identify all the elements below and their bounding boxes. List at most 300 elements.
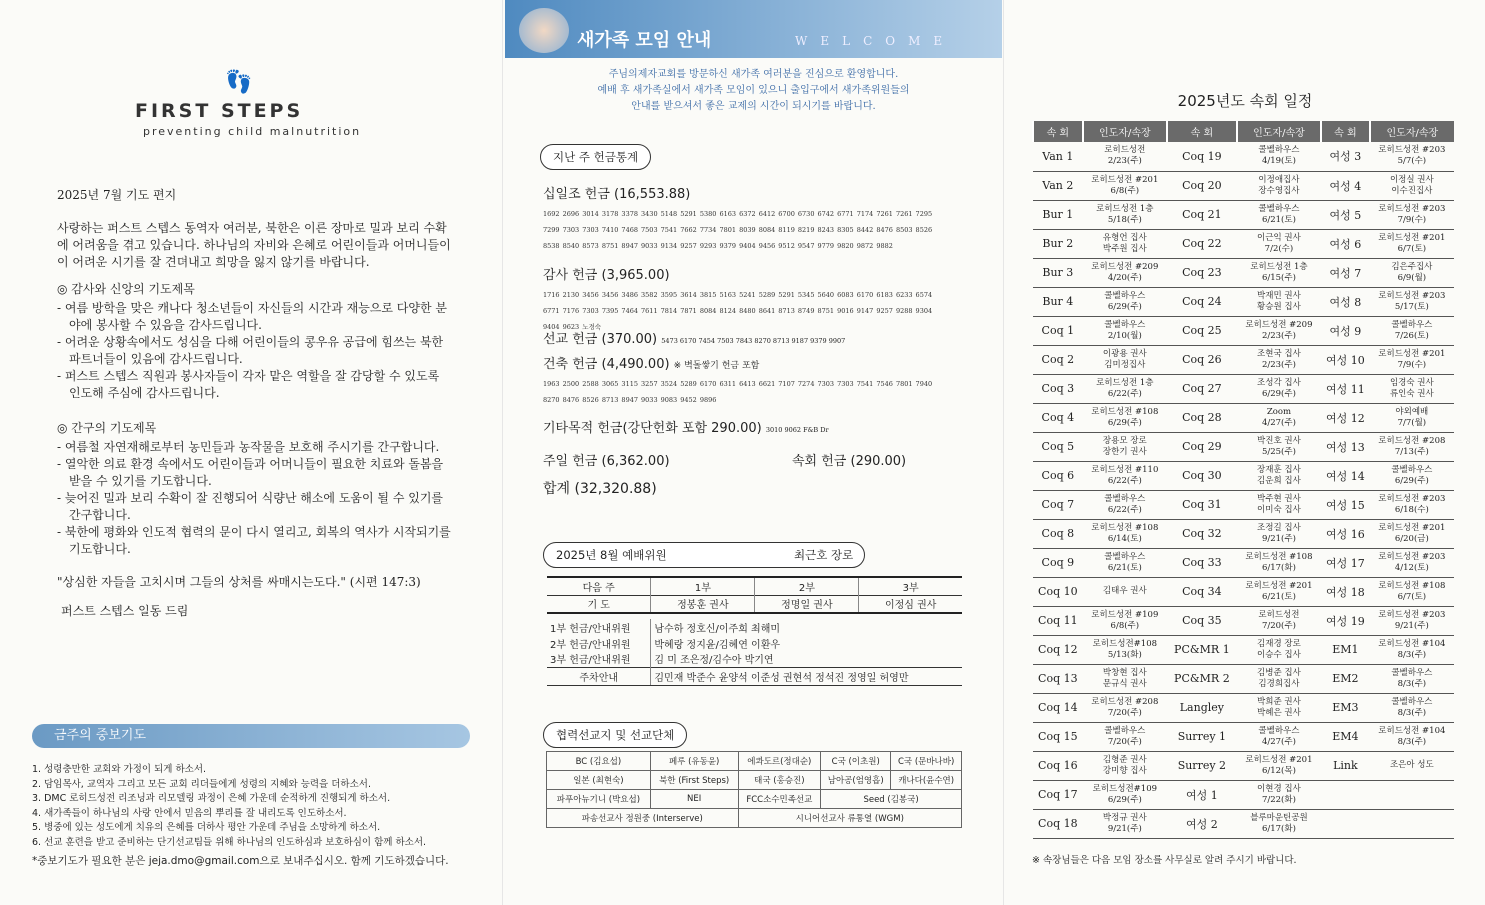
cell-group-name: 여성 7 (1321, 258, 1370, 287)
leader-line: 로히드성전 #201 (1378, 522, 1446, 533)
leader-line: 박주현 권사 (1257, 493, 1301, 504)
cell-group-name (1321, 809, 1370, 838)
table-cell: 이정심 권사 (859, 595, 962, 613)
cell-group-name: Coq 24 (1167, 287, 1237, 316)
leader-cell (1237, 751, 1321, 780)
cell-group-name: Surrey 2 (1167, 751, 1237, 780)
leader-line: 이승수 집사 (1257, 649, 1301, 660)
leader-line: 콜벨하우스 (1104, 551, 1146, 562)
list-item: - 어려운 상황속에서도 성심을 다해 어린이들의 콩우유 공급에 힘쓰는 북한 파트너들이 있음에 감사드립니다. (57, 335, 444, 366)
leader-line: 박재민 권사 (1257, 290, 1301, 301)
cell-group-name: EM3 (1321, 693, 1370, 722)
building-label: 건축 헌금 (4,490.00) (543, 357, 670, 372)
cell-group-name: Langley (1167, 693, 1237, 722)
letter-intro: 사랑하는 퍼스트 스텝스 동역자 여러분, 북한은 이른 장마로 밀과 보리 수확에 어려움을 겪고 있습니다. 하나님의 자비와 은혜로 어린이들과 어머니들이 이 어려운 시기를 잘 견뎌내고 희망을 잃지 않기를 바랍니다. (57, 221, 451, 269)
leader-line: 5/17(토) (1394, 301, 1429, 312)
cell-group-name: Coq 27 (1167, 374, 1237, 403)
cell-group-name: Coq 1 (1033, 316, 1083, 345)
cell-group-name: 여성 3 (1321, 142, 1370, 171)
table-row (1033, 751, 1454, 780)
leader-line: 7/26(토) (1394, 330, 1429, 341)
leader-line: 6/22(주) (1107, 475, 1142, 486)
leader-cell (1370, 403, 1454, 432)
cell-group-name: Coq 7 (1033, 490, 1083, 519)
table-cell: 파송선교사 정원중 (Interserve) (547, 809, 739, 828)
leader-cell (1237, 664, 1321, 693)
leader-line: 로히드성전 #108 (1378, 580, 1446, 591)
leader-cell (1237, 461, 1321, 490)
leader-cell (1370, 432, 1454, 461)
missions-table (546, 751, 962, 828)
leader-cell (1237, 374, 1321, 403)
logo-subtitle: preventing child malnutrition (143, 125, 362, 138)
leader-cell (1083, 809, 1167, 838)
table-row (1033, 548, 1454, 577)
leader-cell (1237, 519, 1321, 548)
leader-line: 7/20(주) (1107, 707, 1142, 718)
leader-line: 강미향 집사 (1102, 765, 1147, 776)
list-item: - 여름철 자연재해로부터 농민들과 농작물을 보호해 주시기를 간구합니다. (57, 440, 440, 454)
table-row (1033, 171, 1454, 200)
cell-group-name: 여성 4 (1321, 171, 1370, 200)
leader-line: 로히드성전 #104 (1378, 725, 1446, 736)
leader-line: 박진호 권사 (1257, 435, 1301, 446)
table-row (1033, 258, 1454, 287)
leader-line: 로히드성전 (1104, 145, 1146, 156)
leader-cell (1370, 374, 1454, 403)
intercession-note: *중보기도가 필요한 분은 jeja.dmo@gmail.com으로 보내주십시오. 함께 기도하겠습니다. (32, 855, 449, 867)
cell-group-name: Coq 14 (1033, 693, 1083, 722)
header-welcome: WELCOME (795, 34, 956, 48)
cell-group-name: 여성 5 (1321, 200, 1370, 229)
table-row (1033, 664, 1454, 693)
worship-leader: 최근호 장로 (794, 548, 854, 562)
cell-group-name: Bur 3 (1033, 258, 1083, 287)
leader-cell (1370, 171, 1454, 200)
thanks-numbers: 1716 2130 3456 3456 3486 3582 3595 3614 3815 5163 5241 5289 5291 5345 5640 6083 6170 6183 6233 6574 6771 7176 7303 7395 7464 7611 7814 7871 8084 8124 8480 8641 8713 8749 8751 9016 9147 9257 9288 9304 9404 9623 노경숙 (543, 291, 933, 331)
leader-line: 김은주집사 (1391, 261, 1433, 272)
cell-group-name: Coq 34 (1167, 577, 1237, 606)
leader-line: 이미숙 집사 (1257, 504, 1301, 515)
letter-title: 2025년 7월 기도 편지 (57, 188, 177, 202)
leader-line: 콜벨하우스 (1391, 464, 1433, 475)
table-cell: 남아공(엄영흡) (821, 771, 891, 790)
leader-line: 콜벨하우스 (1258, 725, 1300, 736)
leader-line: 박창현 집사 (1102, 667, 1147, 678)
hands-heart-icon (519, 8, 569, 53)
welcome-message (505, 67, 1002, 115)
leader-line: 김형준 권사 (1102, 754, 1147, 765)
leader-line: 7/7(월) (1397, 417, 1427, 428)
leader-cell (1237, 287, 1321, 316)
leader-line: 2/23(주) (1261, 359, 1296, 370)
cell-group-name: 여성 11 (1321, 374, 1370, 403)
leader-line: 류인숙 권사 (1389, 388, 1434, 399)
leader-line: 로히드성전 #201 (1091, 174, 1159, 185)
leader-cell (1237, 142, 1321, 171)
leader-cell (1237, 200, 1321, 229)
leader-cell (1083, 519, 1167, 548)
leader-line: 9/21(주) (1107, 823, 1142, 834)
table-header: 인도자/속장 (1083, 121, 1167, 142)
leader-cell (1370, 200, 1454, 229)
bible-verse: "상심한 자들을 고치시며 그들의 상처를 싸매시는도다." (시편 147:3) (57, 575, 421, 589)
leader-line: 8/3(주) (1397, 649, 1427, 660)
tithe-numbers: 1692 2696 3014 3178 3378 3430 5148 5291 5380 6163 6372 6412 6700 6730 6742 6771 7174 7261 7261 7295 7299 7303 7303 7410 7468 7503 7541 7662 7734 7801 8039 8084 8119 8219 8243 8305 8442 8476 8503 8526 8538 8540 8573 8751 8947 9033 9134 9257 9293 9379 9404 9456 9512 9547 9779 9820 9872 9882 (543, 210, 933, 250)
leader-line: 5/7(수) (1397, 156, 1427, 167)
leader-cell (1370, 693, 1454, 722)
cell-group-name (1321, 780, 1370, 809)
table-cell: 1부 헌금/안내위원 (550, 623, 631, 635)
leader-line: 6/15(주) (1261, 272, 1296, 283)
table-cell: 2부 (755, 577, 859, 595)
cell-group-name: Coq 26 (1167, 345, 1237, 374)
leader-cell (1083, 722, 1167, 751)
leader-line: 7/20(주) (1107, 736, 1142, 747)
leader-cell (1370, 490, 1454, 519)
leader-line: 5/25(주) (1261, 446, 1296, 457)
table-cell: 에콰도르(정대순) (738, 752, 821, 771)
prayer-letter (57, 187, 452, 630)
table-row (1033, 606, 1454, 635)
cell-group-name: Van 2 (1033, 171, 1083, 200)
cell-group-name: Coq 2 (1033, 345, 1083, 374)
leader-cell (1370, 345, 1454, 374)
leader-line: 6/21(토) (1261, 591, 1296, 602)
other-numbers: 3010 9062 F&B Dr (765, 426, 829, 434)
table-cell: C국 (문바나바) (891, 752, 962, 771)
leader-line: 로히드성전 #108 (1091, 522, 1159, 533)
offering-title: 지난 주 헌금통계 (540, 144, 651, 170)
leader-line: 4/20(주) (1107, 272, 1142, 283)
leader-line: 6/8(주) (1110, 185, 1140, 196)
leader-cell (1370, 316, 1454, 345)
table-cell: 3부 헌금/안내위원 (550, 655, 631, 667)
leader-cell (1237, 316, 1321, 345)
cell-group-name: PC&MR 1 (1167, 635, 1237, 664)
worship-table (547, 576, 962, 686)
sunday-total: 주일 헌금 (6,362.00) (543, 454, 670, 469)
intercession-list (32, 763, 452, 869)
cell-group-name: EM2 (1321, 664, 1370, 693)
tithe-total: 십일조 헌금 (16,553.88) (543, 187, 691, 202)
table-row (1033, 490, 1454, 519)
welcome-line: 주님의제자교회를 방문하신 새가족 여러분을 진심으로 환영합니다. (608, 69, 899, 80)
cell-group-name: 여성 19 (1321, 606, 1370, 635)
leader-line: 문규식 권사 (1102, 678, 1147, 689)
leader-cell (1237, 722, 1321, 751)
leader-cell (1370, 229, 1454, 258)
leader-line: 로히드성전 #108 (1245, 551, 1313, 562)
table-row (1033, 809, 1454, 838)
leader-cell (1370, 142, 1454, 171)
leader-line: 로히드성전 #209 (1091, 261, 1159, 272)
leader-line: 6/21(토) (1107, 562, 1142, 573)
first-steps-logo (135, 70, 385, 140)
cell-group-name: 여성 17 (1321, 548, 1370, 577)
cell-group-name: 여성 6 (1321, 229, 1370, 258)
leader-line: 6/20(금) (1394, 533, 1429, 544)
leader-line: 콜벨하우스 (1104, 493, 1146, 504)
table-header: 인도자/속장 (1370, 121, 1454, 142)
leader-line: 조성각 집사 (1257, 377, 1301, 388)
table-header: 속 회 (1033, 121, 1083, 142)
table-cell: FCC소수민족선교 (738, 790, 821, 809)
cell-group-name: Coq 28 (1167, 403, 1237, 432)
cell-group-name: Coq 3 (1033, 374, 1083, 403)
other-total (543, 417, 829, 436)
list-item: 3. DMC 로히드성전 리조닝과 리모델링 과정이 은혜 가운데 순적하게 진행되게 하소서. (32, 793, 391, 804)
leader-line: 5/13(화) (1107, 649, 1142, 660)
leader-cell (1237, 229, 1321, 258)
leader-line: 박희준 권사 (1257, 696, 1301, 707)
leader-line: 박주원 집사 (1102, 243, 1147, 254)
cell-group-name: 여성 14 (1321, 461, 1370, 490)
logo-title: FIRST STEPS (135, 100, 304, 122)
cell-group-name: Coq 22 (1167, 229, 1237, 258)
leader-line: 콜벨하우스 (1258, 203, 1300, 214)
other-label: 기타목적 헌금(강단헌화 포함 290.00) (543, 421, 762, 436)
table-cell: 2부 헌금/안내위원 (550, 639, 631, 651)
cell-group-name: Surrey 1 (1167, 722, 1237, 751)
table-cell: 북한 (First Steps) (650, 771, 738, 790)
mission-numbers: 5473 6170 7454 7503 7843 8270 8713 9187 9379 9907 (661, 337, 846, 345)
leader-cell (1370, 519, 1454, 548)
leader-line: 8/3(주) (1397, 707, 1427, 718)
leader-line: 로히드성전 #209 (1245, 319, 1313, 330)
cell-group-name: Coq 29 (1167, 432, 1237, 461)
cell-group-name: Coq 23 (1167, 258, 1237, 287)
table-header: 속 회 (1321, 121, 1370, 142)
leader-cell (1083, 606, 1167, 635)
table-cell: 정명일 권사 (755, 595, 859, 613)
table-header: 속 회 (1167, 121, 1237, 142)
building-numbers: 1963 2500 2588 3065 3115 3257 3524 5289 6170 6311 6413 6621 7107 7274 7303 7303 7541 7546 7801 7940 8270 8476 8526 8713 8947 9033 9083 9452 9896 (543, 380, 933, 404)
list-item: - 퍼스트 스텝스 직원과 봉사자들이 각자 맡은 역할을 잘 감당할 수 있도록 인도해 주심에 감사드립니다. (57, 369, 440, 400)
cell-group-name: EM1 (1321, 635, 1370, 664)
leader-line: 2/23(주) (1107, 156, 1142, 167)
leader-cell (1237, 432, 1321, 461)
leader-line: 로히드성전 1층 (1096, 203, 1154, 214)
grand-total: 합계 (32,320.88) (543, 481, 657, 497)
leader-line: 조정길 집사 (1257, 522, 1301, 533)
leader-line: 4/19(토) (1261, 156, 1296, 167)
leader-line: 김경희집사 (1258, 678, 1300, 689)
leader-line: 조은아 성도 (1389, 760, 1434, 770)
building-total (543, 353, 759, 372)
table-row (1033, 577, 1454, 606)
cell-group-name: Coq 17 (1033, 780, 1083, 809)
mission-label: 선교 헌금 (370.00) (543, 332, 658, 347)
leader-line: 로히드성전 #201 (1245, 580, 1313, 591)
leader-line: 블루마운틴공원 (1250, 812, 1308, 823)
table-cell: 남수하 정호신/이주희 최해미 (651, 619, 962, 635)
cell-group-name: 여성 12 (1321, 403, 1370, 432)
leader-line: 6/18(수) (1394, 504, 1429, 515)
table-cell: 태국 (홍승진) (738, 771, 821, 790)
cell-group-name: Coq 20 (1167, 171, 1237, 200)
leader-line: 6/22(주) (1107, 504, 1142, 515)
intercession-banner: 금주의 중보기도 (32, 724, 470, 748)
leader-cell (1370, 287, 1454, 316)
leader-cell (1370, 751, 1454, 780)
leader-line: 6/21(토) (1261, 214, 1296, 225)
list-item: 1. 성령충만한 교회와 가정이 되게 하소서. (32, 764, 207, 775)
cell-group-name: Coq 16 (1033, 751, 1083, 780)
leader-cell (1083, 751, 1167, 780)
leader-cell (1237, 171, 1321, 200)
leader-line: 4/12(토) (1394, 562, 1429, 573)
leader-line: 5/18(주) (1107, 214, 1142, 225)
cell-group-name: 여성 10 (1321, 345, 1370, 374)
leader-line: 로히드성전 #201 (1378, 232, 1446, 243)
cell-group-name: Coq 13 (1033, 664, 1083, 693)
table-row (1033, 403, 1454, 432)
leader-cell (1237, 693, 1321, 722)
table-row (1033, 432, 1454, 461)
table-cell: 일본 (최현숙) (547, 771, 651, 790)
leader-line: 로히드성전 #203 (1378, 290, 1446, 301)
cell-group-name: Link (1321, 751, 1370, 780)
leader-line: 박정규 권사 (1102, 812, 1147, 823)
leader-cell (1370, 606, 1454, 635)
table-cell: 주차안내 (547, 667, 651, 685)
table-cell: 김 미 조은정/김수아 박기연 (651, 651, 962, 667)
table-cell: 기 도 (547, 595, 651, 613)
worship-title: 2025년 8월 예배위원 (556, 548, 667, 562)
cell-group-name: 여성 9 (1321, 316, 1370, 345)
petition-list (57, 439, 452, 558)
leader-line: 8/3(주) (1397, 678, 1427, 689)
cell-group-name: 여성 2 (1167, 809, 1237, 838)
leader-line: 4/27(주) (1261, 736, 1296, 747)
leader-cell (1083, 171, 1167, 200)
leader-line: 6/17(화) (1261, 562, 1296, 573)
leader-line: 장수영집사 (1258, 185, 1300, 196)
leader-cell (1083, 229, 1167, 258)
schedule-footnote: ※ 속장님들은 다음 모임 장소를 사무실로 알려 주시기 바랍니다. (1032, 855, 1297, 866)
leader-cell (1237, 490, 1321, 519)
table-header: 인도자/속장 (1237, 121, 1321, 142)
leader-cell (1370, 577, 1454, 606)
leader-line: 6/7(토) (1397, 591, 1427, 602)
leader-cell (1083, 258, 1167, 287)
leader-cell (1370, 461, 1454, 490)
leader-line: 로히드성전 #110 (1091, 464, 1159, 475)
leader-line: 로히드성전 (1258, 609, 1300, 620)
cell-group-name: 여성 13 (1321, 432, 1370, 461)
leader-line: 7/22(화) (1261, 794, 1296, 805)
leader-line: 야외예배 (1395, 406, 1429, 417)
leader-cell (1083, 693, 1167, 722)
table-cell: C국 (이초원) (821, 752, 891, 771)
cell-group-name: Coq 15 (1033, 722, 1083, 751)
list-item: - 늦어진 밀과 보리 수확이 잘 진행되어 식량난 해소에 도움이 될 수 있기를 간구합니다. (57, 491, 443, 522)
list-item: 6. 선교 훈련을 받고 준비하는 단기선교팀들 위해 하나님의 인도하심과 보호하심이 함께 하소서. (32, 836, 427, 848)
table-row (1033, 345, 1454, 374)
cell-group-name: Bur 4 (1033, 287, 1083, 316)
leader-line: 김태우 권사 (1102, 586, 1147, 596)
leader-cell (1237, 403, 1321, 432)
leader-line: 김운희 집사 (1257, 475, 1301, 486)
list-item: - 북한에 평화와 인도적 협력의 문이 다시 열리고, 회복의 역사가 시작되기를 기도합니다. (57, 525, 451, 556)
leader-cell (1370, 780, 1454, 809)
leader-line: 임경숙 권사 (1389, 377, 1434, 388)
leader-line: 로히드성전#108 (1092, 638, 1158, 649)
leader-cell (1083, 780, 1167, 809)
leader-line: 6/29(주) (1107, 301, 1142, 312)
leader-line: 6/29(주) (1107, 417, 1142, 428)
leader-cell (1083, 432, 1167, 461)
leader-line: 로히드성전 #201 (1378, 348, 1446, 359)
table-row (1033, 780, 1454, 809)
table-row (1033, 200, 1454, 229)
prayer-letter-column (0, 0, 500, 905)
table-row (1033, 142, 1454, 171)
letter-signature: 퍼스트 스텝스 일동 드림 (61, 604, 189, 618)
newcomer-header (505, 0, 1002, 58)
leader-line: 6/17(화) (1261, 823, 1296, 834)
newcomer-column (505, 0, 1002, 905)
fold-line (1003, 0, 1004, 905)
leader-cell (1083, 490, 1167, 519)
leader-line: 6/22(주) (1107, 388, 1142, 399)
table-cell: 파푸아뉴기니 (박요섭) (547, 790, 651, 809)
leader-line: 로히드성전#109 (1092, 783, 1158, 794)
cell-group-name: Coq 4 (1033, 403, 1083, 432)
cell-group-name: Van 1 (1033, 142, 1083, 171)
table-row (1033, 287, 1454, 316)
leader-line: 로히드성전 #208 (1091, 696, 1159, 707)
leader-line: 이정애집사 (1258, 174, 1300, 185)
table-cell: 3부 (859, 577, 962, 595)
leader-cell (1083, 461, 1167, 490)
cell-group-name: Coq 10 (1033, 577, 1083, 606)
leader-line: 유형언 집사 (1102, 232, 1147, 243)
cell-group-name: Coq 8 (1033, 519, 1083, 548)
leader-cell (1083, 664, 1167, 693)
leader-line: 7/2(수) (1264, 243, 1294, 254)
leader-line: 콜벨하우스 (1104, 290, 1146, 301)
table-row (1033, 316, 1454, 345)
leader-line: 2/10(월) (1107, 330, 1142, 341)
table-row (1033, 722, 1454, 751)
leader-cell (1083, 374, 1167, 403)
fold-line (502, 0, 503, 905)
leader-line: 김미정집사 (1104, 359, 1146, 370)
table-cell: 정봉훈 권사 (651, 595, 755, 613)
table-cell: 캐나다(윤수연) (891, 771, 962, 790)
list-item: - 열악한 의료 환경 속에서도 어린이들과 어머니들이 필요한 치료와 돌봄을 받을 수 있기를 기도합니다. (57, 457, 444, 488)
table-row (1033, 374, 1454, 403)
table-cell: NEI (650, 790, 738, 809)
cell-schedule-column (1005, 0, 1485, 905)
cell-group-name: Coq 11 (1033, 606, 1083, 635)
cell-group-name: 여성 1 (1167, 780, 1237, 809)
cell-total: 속회 헌금 (290.00) (792, 454, 907, 469)
table-cell: 다음 주 (547, 577, 651, 595)
welcome-line: 안내를 받으셔서 좋은 교제의 시간이 되시기를 바랍니다. (631, 101, 876, 112)
leader-cell (1083, 548, 1167, 577)
table-cell: BC (김요섭) (547, 752, 651, 771)
table-cell: 1부 (651, 577, 755, 595)
leader-line: 7/13(주) (1394, 446, 1429, 457)
cell-group-name: 여성 15 (1321, 490, 1370, 519)
leader-line: 로히드성전 #109 (1091, 609, 1159, 620)
table-cell: 김민재 박준수 윤양석 이준성 권현석 정석진 정영일 허영만 (651, 667, 962, 685)
cell-group-name: PC&MR 2 (1167, 664, 1237, 693)
table-row (1033, 229, 1454, 258)
